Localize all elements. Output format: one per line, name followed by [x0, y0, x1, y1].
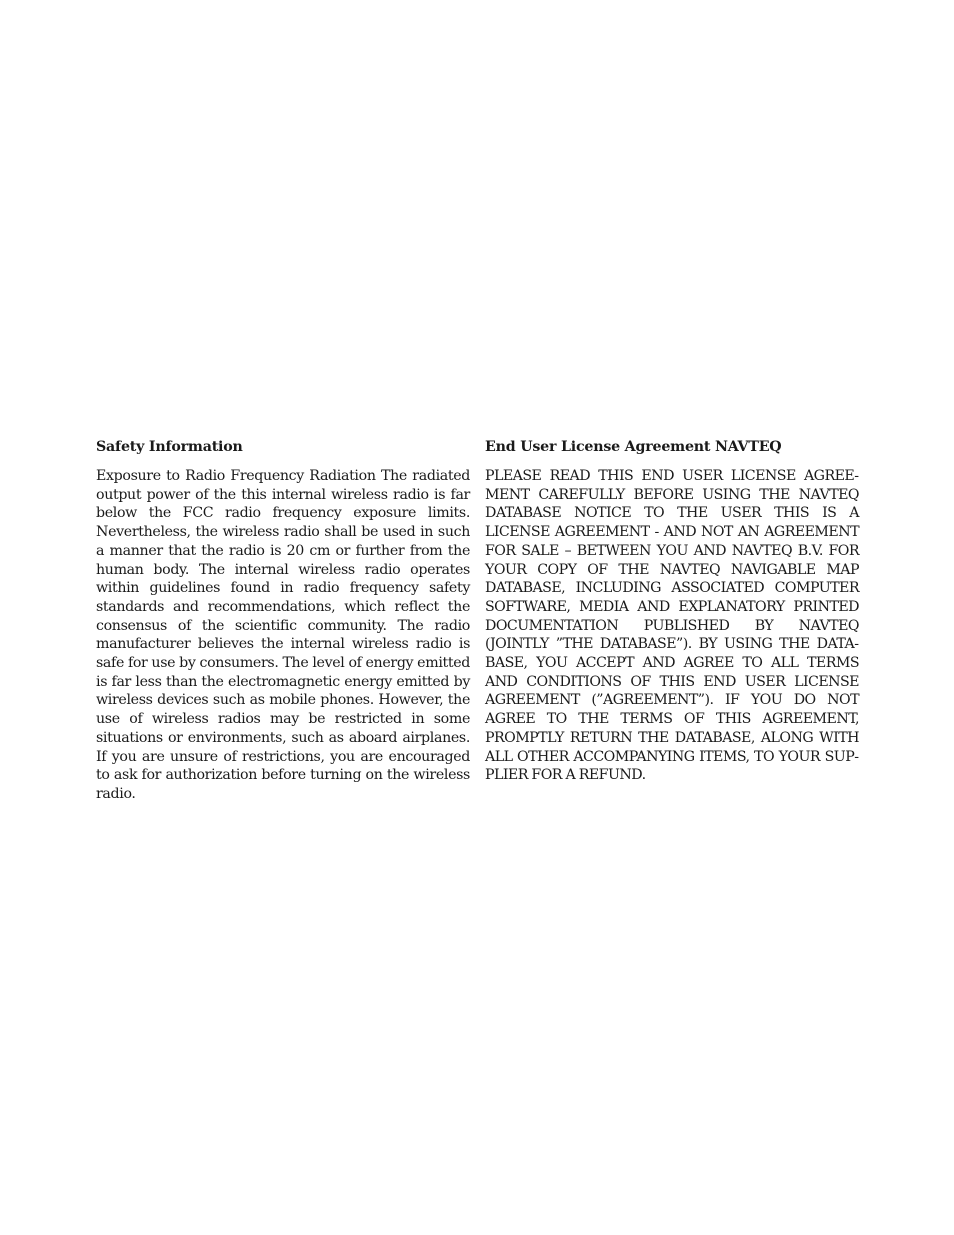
eula-heading: End User License Agreement NAVTEQ [485, 439, 782, 455]
safety-information-section [96, 437, 470, 804]
safety-information-heading: Safety Information [96, 439, 243, 455]
eula-body: PLEASE READ THIS END USER LICENSE AGREEMENT CAREFULLY BEFORE USING THE NAVTEQ DATABASE NOTICE TO THE USER THIS IS A LICENSE AGREEMENT - AND NOT AN AGREEMENT FOR SALE – BETWEEN YOU AND NAVTEQ B.V. FOR YOUR COPY OF THE NAVTEQ NAVIGABLE MAP DATABASE, INCLUDING ASSOCIATED COMPUTER SOFTWARE, MEDIA AND EXPLANATORY PRINTED DOCUMENTATION PUBLISHED BY NAVTEQ (JOINTLY ”THE DATABASE”). BY USING THE DATABASE, YOU ACCEPT AND AGREE TO ALL TERMS AND CONDITIONS OF THIS END USER LICENSE AGREEMENT (”AGREEMENT”). IF YOU DO NOT AGREE TO THE TERMS OF THIS AGREEMENT, PROMPTLY RETURN THE DATABASE, ALONG WITH ALL OTHER ACCOMPANYING ITEMS, TO YOUR SUPPLIER FOR A REFUND. [485, 468, 859, 784]
safety-information-body: Exposure to Radio Frequency Radiation The radiated output power of the this internal wireless radio is far below the FCC radio frequency exposure limits. Nevertheless, the wireless radio shall be used in such a manner that the radio is 20 cm or further from the human body. The internal wireless radio operates within guidelines found in radio frequency safety standards and recommendations, which reflect the consensus of the scientific community. The radio manufacturer believes the internal wireless radio is safe for use by consumers. The level of energy emitted is far less than the electromagnetic energy emitted by wireless devices such as mobile phones. However, the use of wireless radios may be restricted in some situations or environments, such as aboard airplanes. If you are unsure of restrictions, you are encouraged to ask for authorization before turning on the wireless radio. [96, 468, 470, 802]
eula-section [485, 437, 859, 785]
